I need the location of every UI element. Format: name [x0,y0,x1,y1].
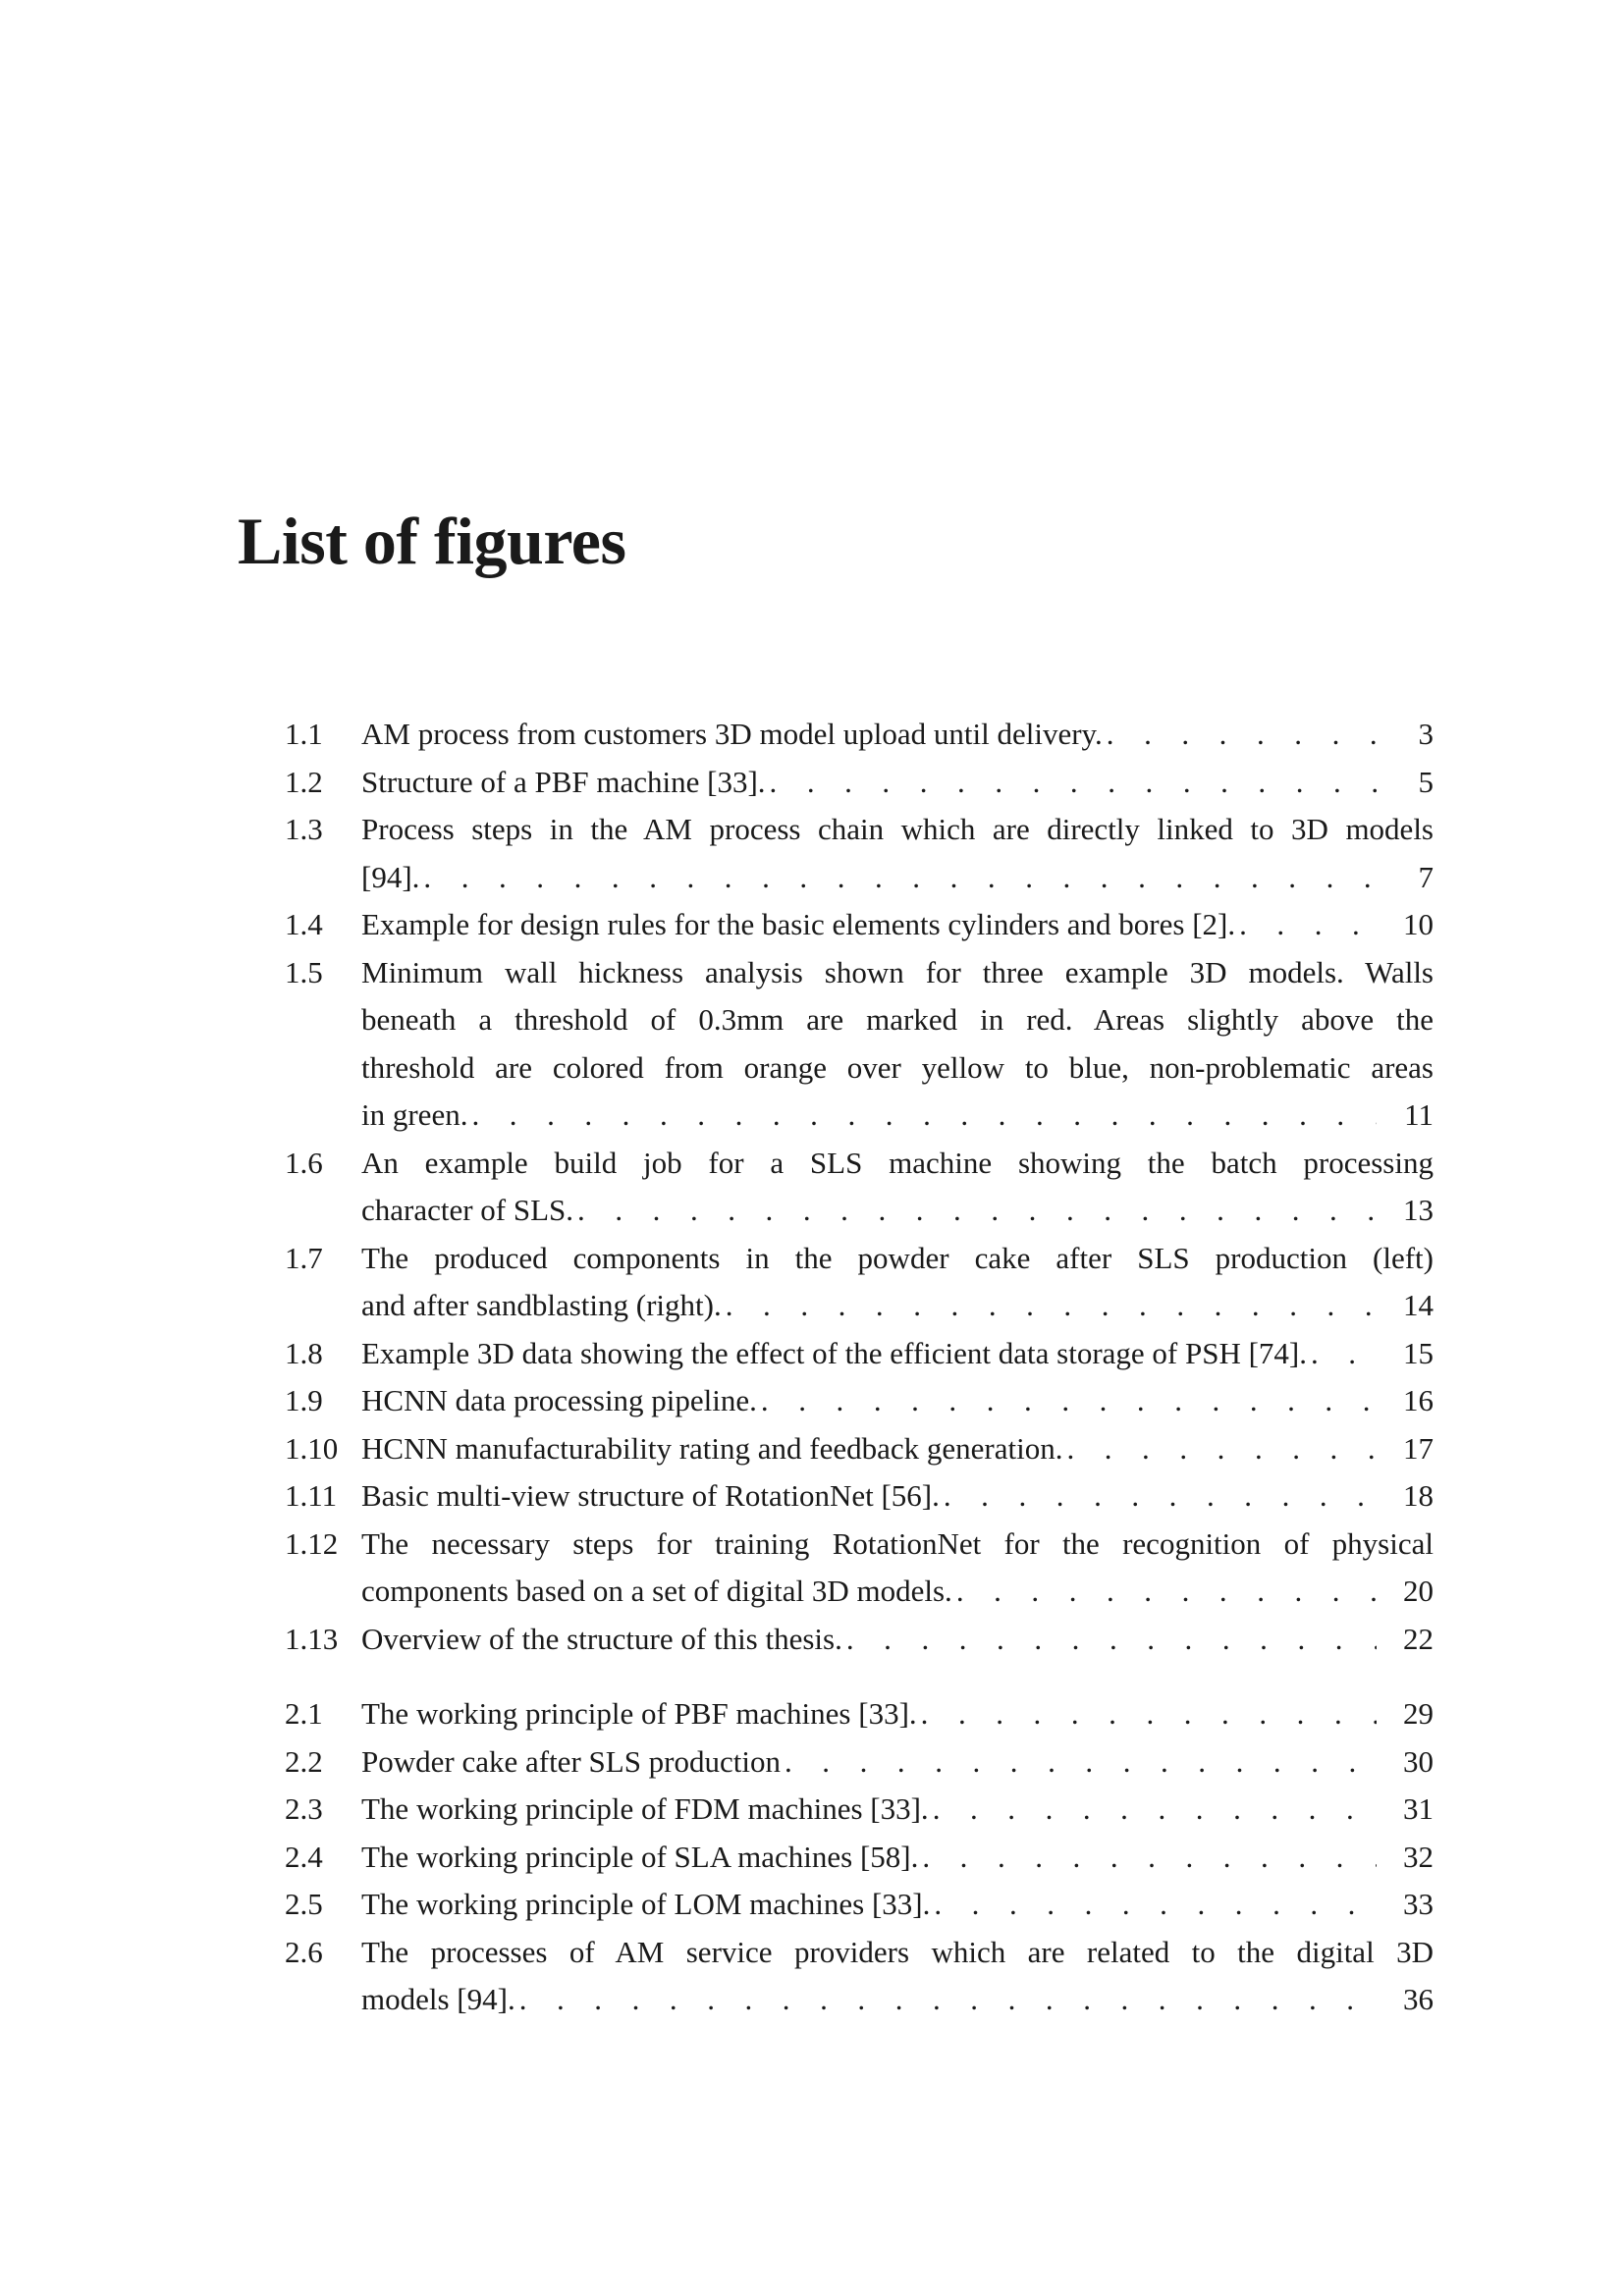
figure-entry[interactable] [285,1140,1434,1235]
figure-caption-line: The produced components in the powder cake after SLS production (left) [361,1240,1434,1275]
dot-leader [419,854,1377,902]
dot-leader [1235,901,1377,949]
figure-number: 1.3 [285,812,323,846]
figure-entry[interactable] [285,1786,1434,1834]
page-number[interactable]: 30 [1403,1743,1434,1779]
figure-entry[interactable] [285,1738,1434,1787]
page-number[interactable]: 17 [1403,1430,1434,1466]
page-number[interactable]: 31 [1403,1791,1434,1826]
figure-entry[interactable] [285,1834,1434,1882]
figure-entry[interactable] [285,901,1434,949]
figure-number: 2.2 [285,1743,323,1779]
figure-entry[interactable] [285,1521,1434,1616]
page-number[interactable]: 3 [1418,717,1434,751]
dot-leader [940,1472,1377,1521]
page-number[interactable]: 16 [1403,1383,1434,1417]
dot-leader [1103,711,1377,759]
figure-entry[interactable] [285,949,1434,1140]
figure-entry[interactable] [285,1330,1434,1378]
figure-number: 2.3 [285,1791,323,1826]
figure-number: 1.11 [285,1478,338,1513]
figure-caption-line: threshold are colored from orange over yellow to blue, non-problematic areas [361,1049,1434,1085]
list-of-figures [285,711,1434,2024]
figure-number: 2.6 [285,1934,323,1969]
figure-number: 1.9 [285,1383,323,1417]
figure-caption: HCNN manufacturability rating and feedback generation. [361,1430,1063,1466]
dot-leader [515,1976,1377,2024]
figure-caption: and after sandblasting (right). [361,1288,722,1322]
page-number[interactable]: 5 [1418,764,1434,799]
figure-number: 1.6 [285,1145,323,1180]
figure-entry[interactable] [285,1929,1434,2024]
figure-caption: Powder cake after SLS production [361,1743,781,1779]
figure-entry[interactable] [285,759,1434,807]
dot-leader [757,1377,1377,1425]
figure-caption: in green. [361,1097,468,1132]
figure-number: 1.12 [285,1525,339,1561]
figure-number: 1.7 [285,1240,323,1275]
dot-leader [781,1738,1377,1787]
figure-entry[interactable] [285,1472,1434,1521]
dot-leader [722,1282,1377,1330]
figure-caption: Overview of the structure of this thesis. [361,1621,842,1656]
figure-number: 2.5 [285,1887,323,1921]
dot-leader [952,1568,1377,1616]
figure-caption-line: The necessary steps for training RotationNet for the recognition of physical [361,1525,1434,1561]
figure-number: 2.1 [285,1696,323,1731]
figure-number: 2.4 [285,1839,323,1874]
dot-leader [930,1881,1377,1929]
figure-entry[interactable] [285,1616,1434,1664]
figure-caption-line: Process steps in the AM process chain which are directly linked to 3D models [361,812,1434,846]
figure-caption: The working principle of LOM machines [33]. [361,1887,931,1921]
page-number[interactable]: 15 [1403,1335,1434,1370]
page-number[interactable]: 7 [1418,859,1434,894]
figure-number: 1.1 [285,717,323,751]
figure-entry[interactable] [285,1377,1434,1425]
figure-caption: HCNN data processing pipeline. [361,1383,757,1417]
page-number[interactable]: 13 [1403,1193,1434,1227]
page-number[interactable]: 11 [1404,1097,1434,1132]
figure-entry[interactable] [285,806,1434,901]
dot-leader [573,1187,1377,1235]
figure-caption: character of SLS. [361,1193,574,1227]
page-number[interactable]: 33 [1403,1887,1434,1921]
page-number[interactable]: 36 [1403,1982,1434,2016]
figure-caption: Basic multi-view structure of RotationNet [56]. [361,1478,940,1513]
chapter-group [285,711,1434,1663]
figure-caption-line: The processes of AM service providers which are related to the digital 3D [361,1934,1434,1969]
figure-caption: Structure of a PBF machine [33]. [361,764,766,799]
figure-entry[interactable] [285,1881,1434,1929]
page-number[interactable]: 22 [1403,1621,1434,1656]
figure-caption: Example 3D data showing the effect of the efficient data storage of PSH [74]. [361,1335,1307,1370]
dot-leader [766,759,1377,807]
figure-number: 1.13 [285,1621,339,1656]
figure-caption: [94]. [361,859,420,894]
figure-number: 1.8 [285,1335,323,1370]
page-number[interactable]: 29 [1403,1696,1434,1731]
dot-leader [1062,1425,1377,1473]
figure-entry[interactable] [285,711,1434,759]
page-number[interactable]: 18 [1403,1478,1434,1513]
page-number[interactable]: 14 [1403,1288,1434,1322]
figure-caption: The working principle of FDM machines [33]. [361,1791,929,1826]
figure-number: 1.5 [285,954,323,989]
dot-leader [1307,1330,1377,1378]
figure-entry[interactable] [285,1425,1434,1473]
figure-caption: Example for design rules for the basic elements cylinders and bores [2]. [361,907,1236,941]
figure-caption: models [94]. [361,1982,515,2016]
figure-caption: AM process from customers 3D model upload until delivery. [361,717,1103,751]
figure-caption-line: beneath a threshold of 0.3mm are marked in red. Areas slightly above the [361,1002,1434,1037]
page-number[interactable]: 20 [1403,1574,1434,1608]
dot-leader [918,1834,1377,1882]
figure-number: 1.10 [285,1430,339,1466]
page-number[interactable]: 10 [1403,907,1434,941]
dot-leader [917,1690,1377,1738]
figure-number: 1.2 [285,764,323,799]
dot-leader [929,1786,1377,1834]
figure-caption-line: An example build job for a SLS machine showing the batch processing [361,1145,1434,1180]
page-title: List of figures [238,504,626,578]
dot-leader [467,1092,1377,1140]
figure-caption: The working principle of SLA machines [58]. [361,1839,919,1874]
dot-leader [842,1616,1377,1664]
page-number[interactable]: 32 [1403,1839,1434,1874]
chapter-group [285,1690,1434,2024]
figure-entry[interactable] [285,1690,1434,1738]
figure-caption-line: Minimum wall hickness analysis shown for three example 3D models. Walls [361,954,1434,989]
figure-entry[interactable] [285,1235,1434,1330]
figure-number: 1.4 [285,907,323,941]
figure-caption: components based on a set of digital 3D models. [361,1574,952,1608]
figure-caption: The working principle of PBF machines [33]. [361,1696,917,1731]
